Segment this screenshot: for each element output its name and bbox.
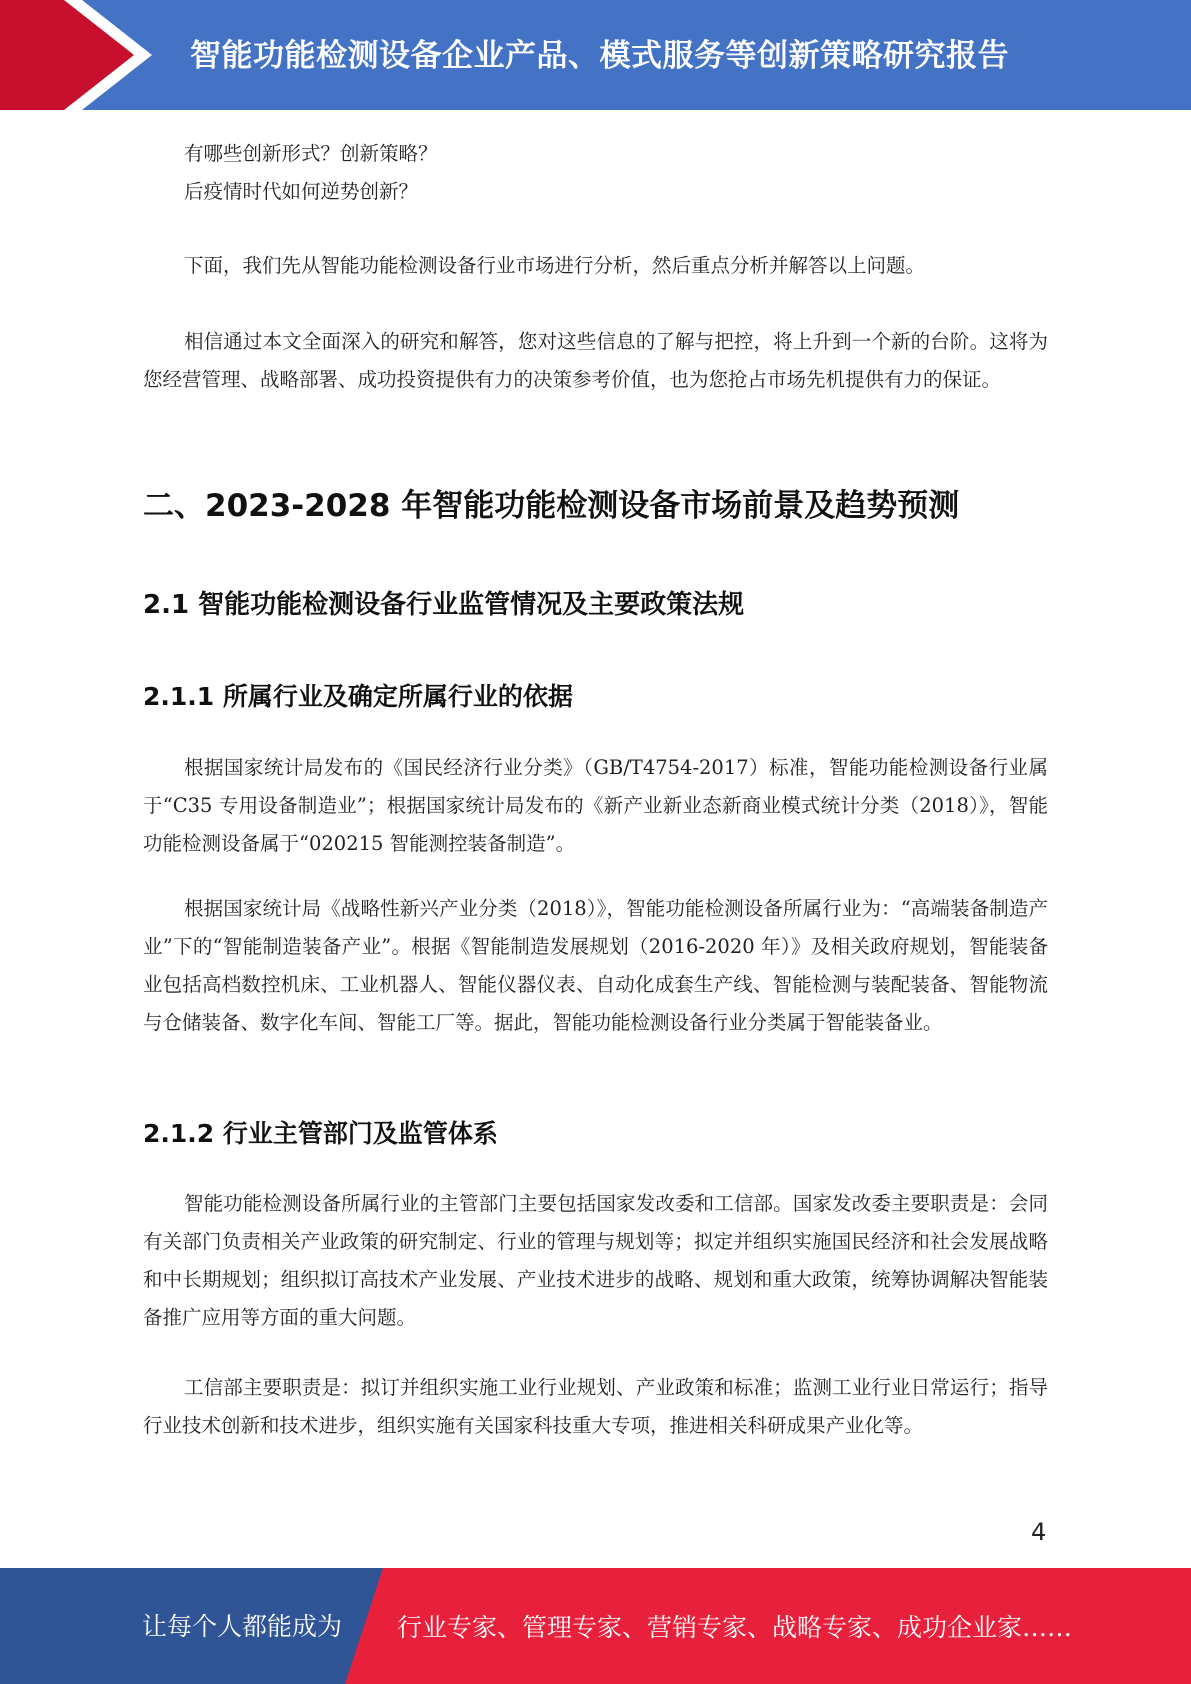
page-footer	[0, 1568, 1191, 1684]
section-heading-2-1-2: 2.1.2 行业主管部门及监管体系	[143, 1119, 498, 1148]
section-heading-2: 二、2023-2028 年智能功能检测设备市场前景及趋势预测	[143, 488, 960, 524]
paragraph-analysis-intro: 下面，我们先从智能功能检测设备行业市场进行分析，然后重点分析并解答以上问题。	[184, 254, 926, 277]
section-heading-2-1: 2.1 智能功能检测设备行业监管情况及主要政策法规	[143, 590, 745, 620]
section-heading-2-1-1: 2.1.1 所属行业及确定所属行业的依据	[143, 682, 573, 711]
report-title: 智能功能检测设备企业产品、模式服务等创新策略研究报告	[190, 38, 1009, 74]
paragraph-industry-classification: 根据国家统计局发布的《国民经济行业分类》（GB/T4754-2017）标准，智能功能检测设备行业属于“C35 专用设备制造业”；根据国家统计局发布的《新产业新业态新商业模式统计分类（2018）》，智能功能检测设备属于“020215 智能测控装备制造”。	[143, 756, 1048, 855]
paragraph-ndrc-duties: 智能功能检测设备所属行业的主管部门主要包括国家发改委和工信部。国家发改委主要职责是：会同有关部门负责相关产业政策的研究制定、行业的管理与规划等；拟定并组织实施国民经济和社会发展战略和中长期规划；组织拟订高技术产业发展、产业技术进步的战略、规划和重大政策，统筹协调解决智能装备推广应用等方面的重大问题。	[143, 1192, 1048, 1329]
page-header	[0, 0, 1191, 110]
footer-slogan-roles: 行业专家、管理专家、营销专家、战略专家、成功企业家……	[397, 1613, 1073, 1642]
page-number: 4	[1031, 1518, 1047, 1546]
intro-question-1: 有哪些创新形式？创新策略？	[184, 142, 438, 165]
paragraph-miit-duties: 工信部主要职责是：拟订并组织实施工业行业规划、产业政策和标准；监测工业行业日常运行；指导行业技术创新和技术进步，组织实施有关国家科技重大专项，推进相关科研成果产业化等。	[143, 1376, 1048, 1437]
paragraph-strategic-industry: 根据国家统计局《战略性新兴产业分类（2018）》，智能功能检测设备所属行业为：“高端装备制造产业”下的“智能制造装备产业”。根据《智能制造发展规划（2016-2020 年）》及相关政府规划，智能装备业包括高档数控机床、工业机器人、智能仪器仪表、自动化成套生产线、智能检测与装配装备、智能物流与仓储装备、数字化车间、智能工厂等。据此，智能功能检测设备行业分类属于智能装备业。	[143, 897, 1048, 1034]
paragraph-value-statement: 相信通过本文全面深入的研究和解答，您对这些信息的了解与把控，将上升到一个新的台阶。这将为您经营管理、战略部署、成功投资提供有力的决策参考价值，也为您抢占市场先机提供有力的保证。	[143, 330, 1048, 391]
footer-slogan-lead: 让每个人都能成为	[142, 1612, 343, 1641]
intro-question-2: 后疫情时代如何逆势创新？	[184, 180, 419, 203]
